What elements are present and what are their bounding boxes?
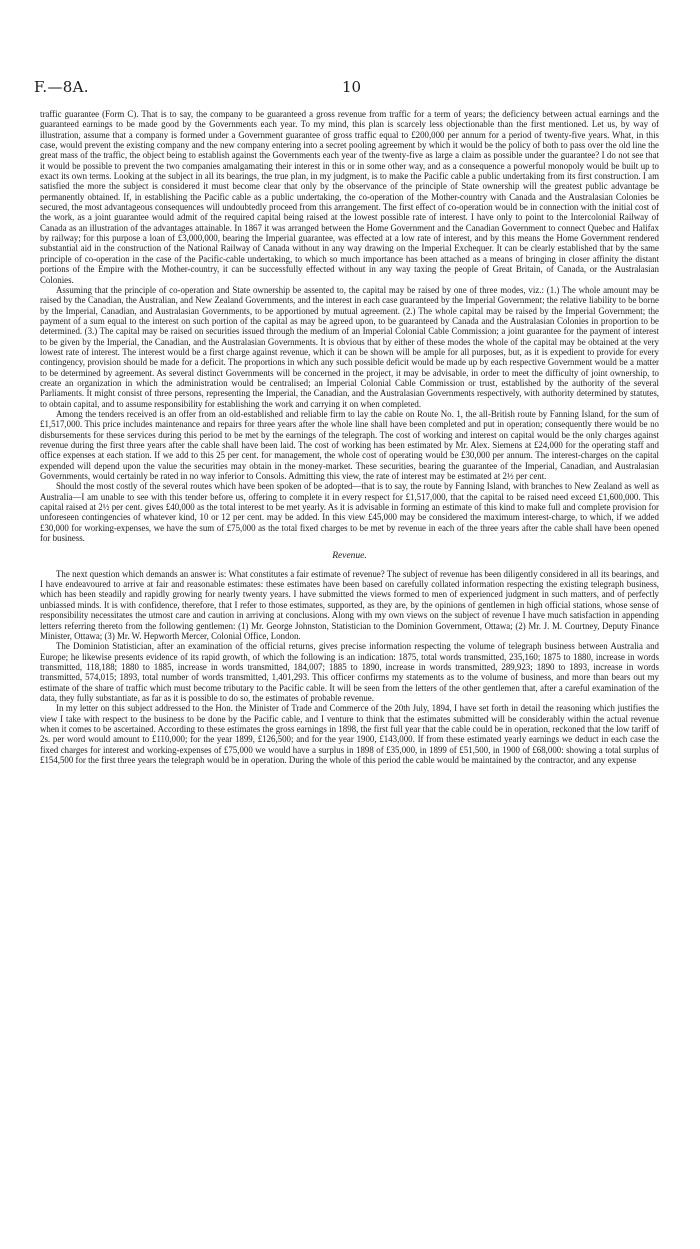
paragraph-traffic-guarantee: traffic guarantee (Form C). That is to say, the company to be guaranteed a gross revenue from traffic for a term of years; the deficiency between actual earnings and the guaranteed earnings to be made good by the Governments each year. To my mind, this plan is scarcely less objectionable than the first mentioned. Let us, by way of illustration, assume that a company is formed under a Government guarantee of gross traffic equal to £200,000 per annum for a period of twenty-five years. What, in this case, would prevent the existing company and the new company entering into a secret pooling agreement by which it would be the policy of both to pass over the old line the great mass of the traffic, the object being to establish against the Governments each year of the twenty-five as large a claim as possible under the guarantee? I do not see that it would be possible to prevent the two companies amalgamating their interest in this or in some other way, and as a consequence a powerful monopoly would be built up to exact its own terms. Looking at the subject in all its bearings, the true plan, in my judgment, is to make the Pacific cable a public undertaking from its first construction. I am satisfied the more the subject is considered it must become clear that only by the observance of the principle of State ownership will the greatest public advantage be permanently obtained. If, in establishing the Pacific cable as a public undertaking, the co-operation of the Mother-country with Canada and the Australasian Colonies be secured, the most advantageous consequences will undoubtedly proceed from this arrangement. The first effect of co-operation would be in connection with the initial cost of the work, as a joint guarantee would admit of the required capital being raised at the lowest possible rate of interest. I have only to point to the Intercolonial Railway of Canada as an illustration of the advantages attainable. In 1867 it was arranged between the Home Government and the Canadian Government to connect Quebec and Halifax by railway; for this purpose a loan of £3,000,000, bearing the Imperial guarantee, was effected at a low rate of interest, and by this means the Home Government rendered substantial aid in the construction of the National Railway of Canada without in any way drawing on the Imperial Exchequer. It can be clearly established that by the same principle of co-operation in the case of the Pacific-cable undertaking, to which so much importance has been attached as a means of bringing in closer affinity the distant portions of the Empire with the Mother-country, it can be successfully effected without in any way taxing the people of Great Britain, of Canada, or the Australasian Colonies. xyxy=(40,109,659,285)
page-header xyxy=(0,78,700,102)
paragraph-costly-route: Should the most costly of the several routes which have been spoken of be adopted—that is to say, the route by Fanning Island, with branches to New Zealand as well as Australia—I am unable to see with this tender before us, offering to complete it in every respect for £1,517,000, that the capital to be raised need exceed £1,600,000. This capital raised at 2½ per cent. gives £40,000 as the total interest to be met yearly. As it is advisable in forming an estimate of this kind to make full and complete provision for unforeseen contingencies of whatever kind, 10 or 12 per cent. may be added. In this view £45,000 may be considered the maximum interest-charge, to which, if we added £30,000 for working-expenses, we have the sum of £75,000 as the total fixed charges to be met by revenue in each of the three years after the cable shall have been opened for business. xyxy=(40,481,659,544)
document-reference: F.—8A. xyxy=(34,78,89,96)
section-heading-revenue: Revenue. xyxy=(332,551,367,562)
paragraph-revenue-estimate: The next question which demands an answer is: What constitutes a fair estimate of revenue? The subject of revenue has been diligently considered in all its bearings, and I have endeavoured to arrive at fair and reasonable estimates: these estimates have been based on carefully collated information respecting the existing telegraph business, which has been steadily and rapidly growing for nearly twenty years. I have submitted the views formed to men of experienced judgment in such matters, and of perfectly unbiassed minds. It is with confidence, therefore, that I refer to those estimates, supported, as they are, by the opinions of gentlemen in high official stations, whose sense of responsibility necessitates the utmost care and caution in arriving at conclusions. Along with my own views on the subject of revenue I have much satisfaction in appending letters referring thereto from the following gentlemen: (1) Mr. George Johnston, Statistician to the Dominion Government, Ottawa; (2) Mr. J. M. Courtney, Deputy Finance Minister, Ottawa; (3) Mr. W. Hepworth Mercer, Colonial Office, London. xyxy=(40,568,659,641)
paragraph-tenders: Among the tenders received is an offer from an old-established and reliable firm to lay the cable on Route No. 1, the all-British route by Fanning Island, for the sum of £1,517,000. This price includes maintenance and repairs for three years after the whole line shall have been completed and put in operation; consequently there would be no disbursements for these services during this period to be met by the earnings of the telegraph. The cost of working and interest on capital would be the only charges against revenue during the first three years after the cable shall have been laid. The cost of working has been estimated by Mr. Alex. Siemens at £24,000 for the operating staff and office expenses at each station. If we add to this 25 per cent. for management, the whole cost of operating would be £30,000 per annum. The interest-charges on the capital expended will depend upon the value the securities may obtain in the money-market. These securities, bearing the guarantee of the Imperial, Canadian, and Australasian Governments, would certainly be rated in no way inferior to Consols. Admitting this view, the rate of interest may be estimated at 2½ per cent. xyxy=(40,408,659,482)
page-number: 10 xyxy=(342,78,362,96)
document-body xyxy=(40,109,659,765)
paragraph-dominion-statistician: The Dominion Statistician, after an examination of the official returns, gives precise information respecting the volume of telegraph business between Australia and Europe; he likewise presents evidence of its rapid growth, of which the following is an indication: 1875, total words transmitted, 235,160; 1875 to 1880, increase in words transmitted, 118,188; 1880 to 1885, increase in words transmitted, 184,007; 1885 to 1890, increase in words transmitted, 289,923; 1890 to 1893, increase in words transmitted, 574,015; 1893, total number of words transmitted, 1,401,293. This officer confirms my statements as to the volume of business, and more than bears out my estimate of the share of traffic which must become tributary to the Pacific cable. It will be seen from the letters of the other gentlemen that, after a careful examination of the data, they fully substantiate, as far as it is possible to do so, the estimates of probable revenue. xyxy=(40,641,659,703)
paragraph-minister-letter: In my letter on this subject addressed to the Hon. the Minister of Trade and Commerce of the 20th July, 1894, I have set forth in detail the reasoning which justifies the view I take with respect to the business to be done by the Pacific cable, and I venture to think that the estimates submitted will be considerably within the actual revenue when it comes to be ascertained. According to these estimates the gross earnings in 1898, the first full year that the cable could be in operation, reckoned that the low tariff of 2s. per word would amount to £110,000; for the year 1899, £126,500; and for the year 1900, £143,000. If from these estimated yearly earnings we deduct in each case the fixed charges for interest and working-expenses of £75,000 we would have a surplus in 1898 of £35,000, in 1899 of £51,500, in 1900 of £68,000: showing a total surplus of £154,500 for the first three years the telegraph would be in operation. During the whole of this period the cable would be maintained by the contractor, and any expense xyxy=(40,703,659,765)
paragraph-capital-modes: Assuming that the principle of co-operation and State ownership be assented to, the capital may be raised by one of three modes, viz.: (1.) The whole amount may be raised by the Canadian, the Australian, and New Zealand Governments, and the interest in each case guaranteed by the Imperial Government; the relative liability to be borne by the Imperial, Canadian, and Australasian Governments, to be apportioned by mutual agreement. (2.) The whole capital may be raised by the Imperial Government; the payment of a sum equal to the interest on such portion of the capital as may be agreed upon, to be guaranteed by Canada and the Australasian Colonies in proportion to be determined. (3.) The capital may be raised on securities issued through the medium of an Imperial Colonial Cable Commission; a joint guarantee for the payment of interest to be given by the Imperial, the Canadian, and the Australasian Governments. It is obvious that by either of these modes the whole of the capital may be obtained at the very lowest rate of interest. The interest would be a first charge against revenue, which it can be shown will be ample for all purposes, but, as it is expedient to provide for every contingency, provision should be made for a deficit. The proportions in which any such possible deficit would be made up by each respective Government would be a matter to be determined by agreement. As several distinct Governments will be concerned in the project, it may be advisable, in order to meet the difficulty of joint ownership, to create an organization in which the administration would be centralised; an Imperial Colonial Cable Commission or trust, established by the authority of the several Parliaments. It might consist of three persons, representing the Imperial, the Canadian, and the Australasian Governments respectively, with authority determined by statutes, to obtain capital, and to assume responsibility for establishing the work and carrying it on when completed. xyxy=(40,284,659,409)
